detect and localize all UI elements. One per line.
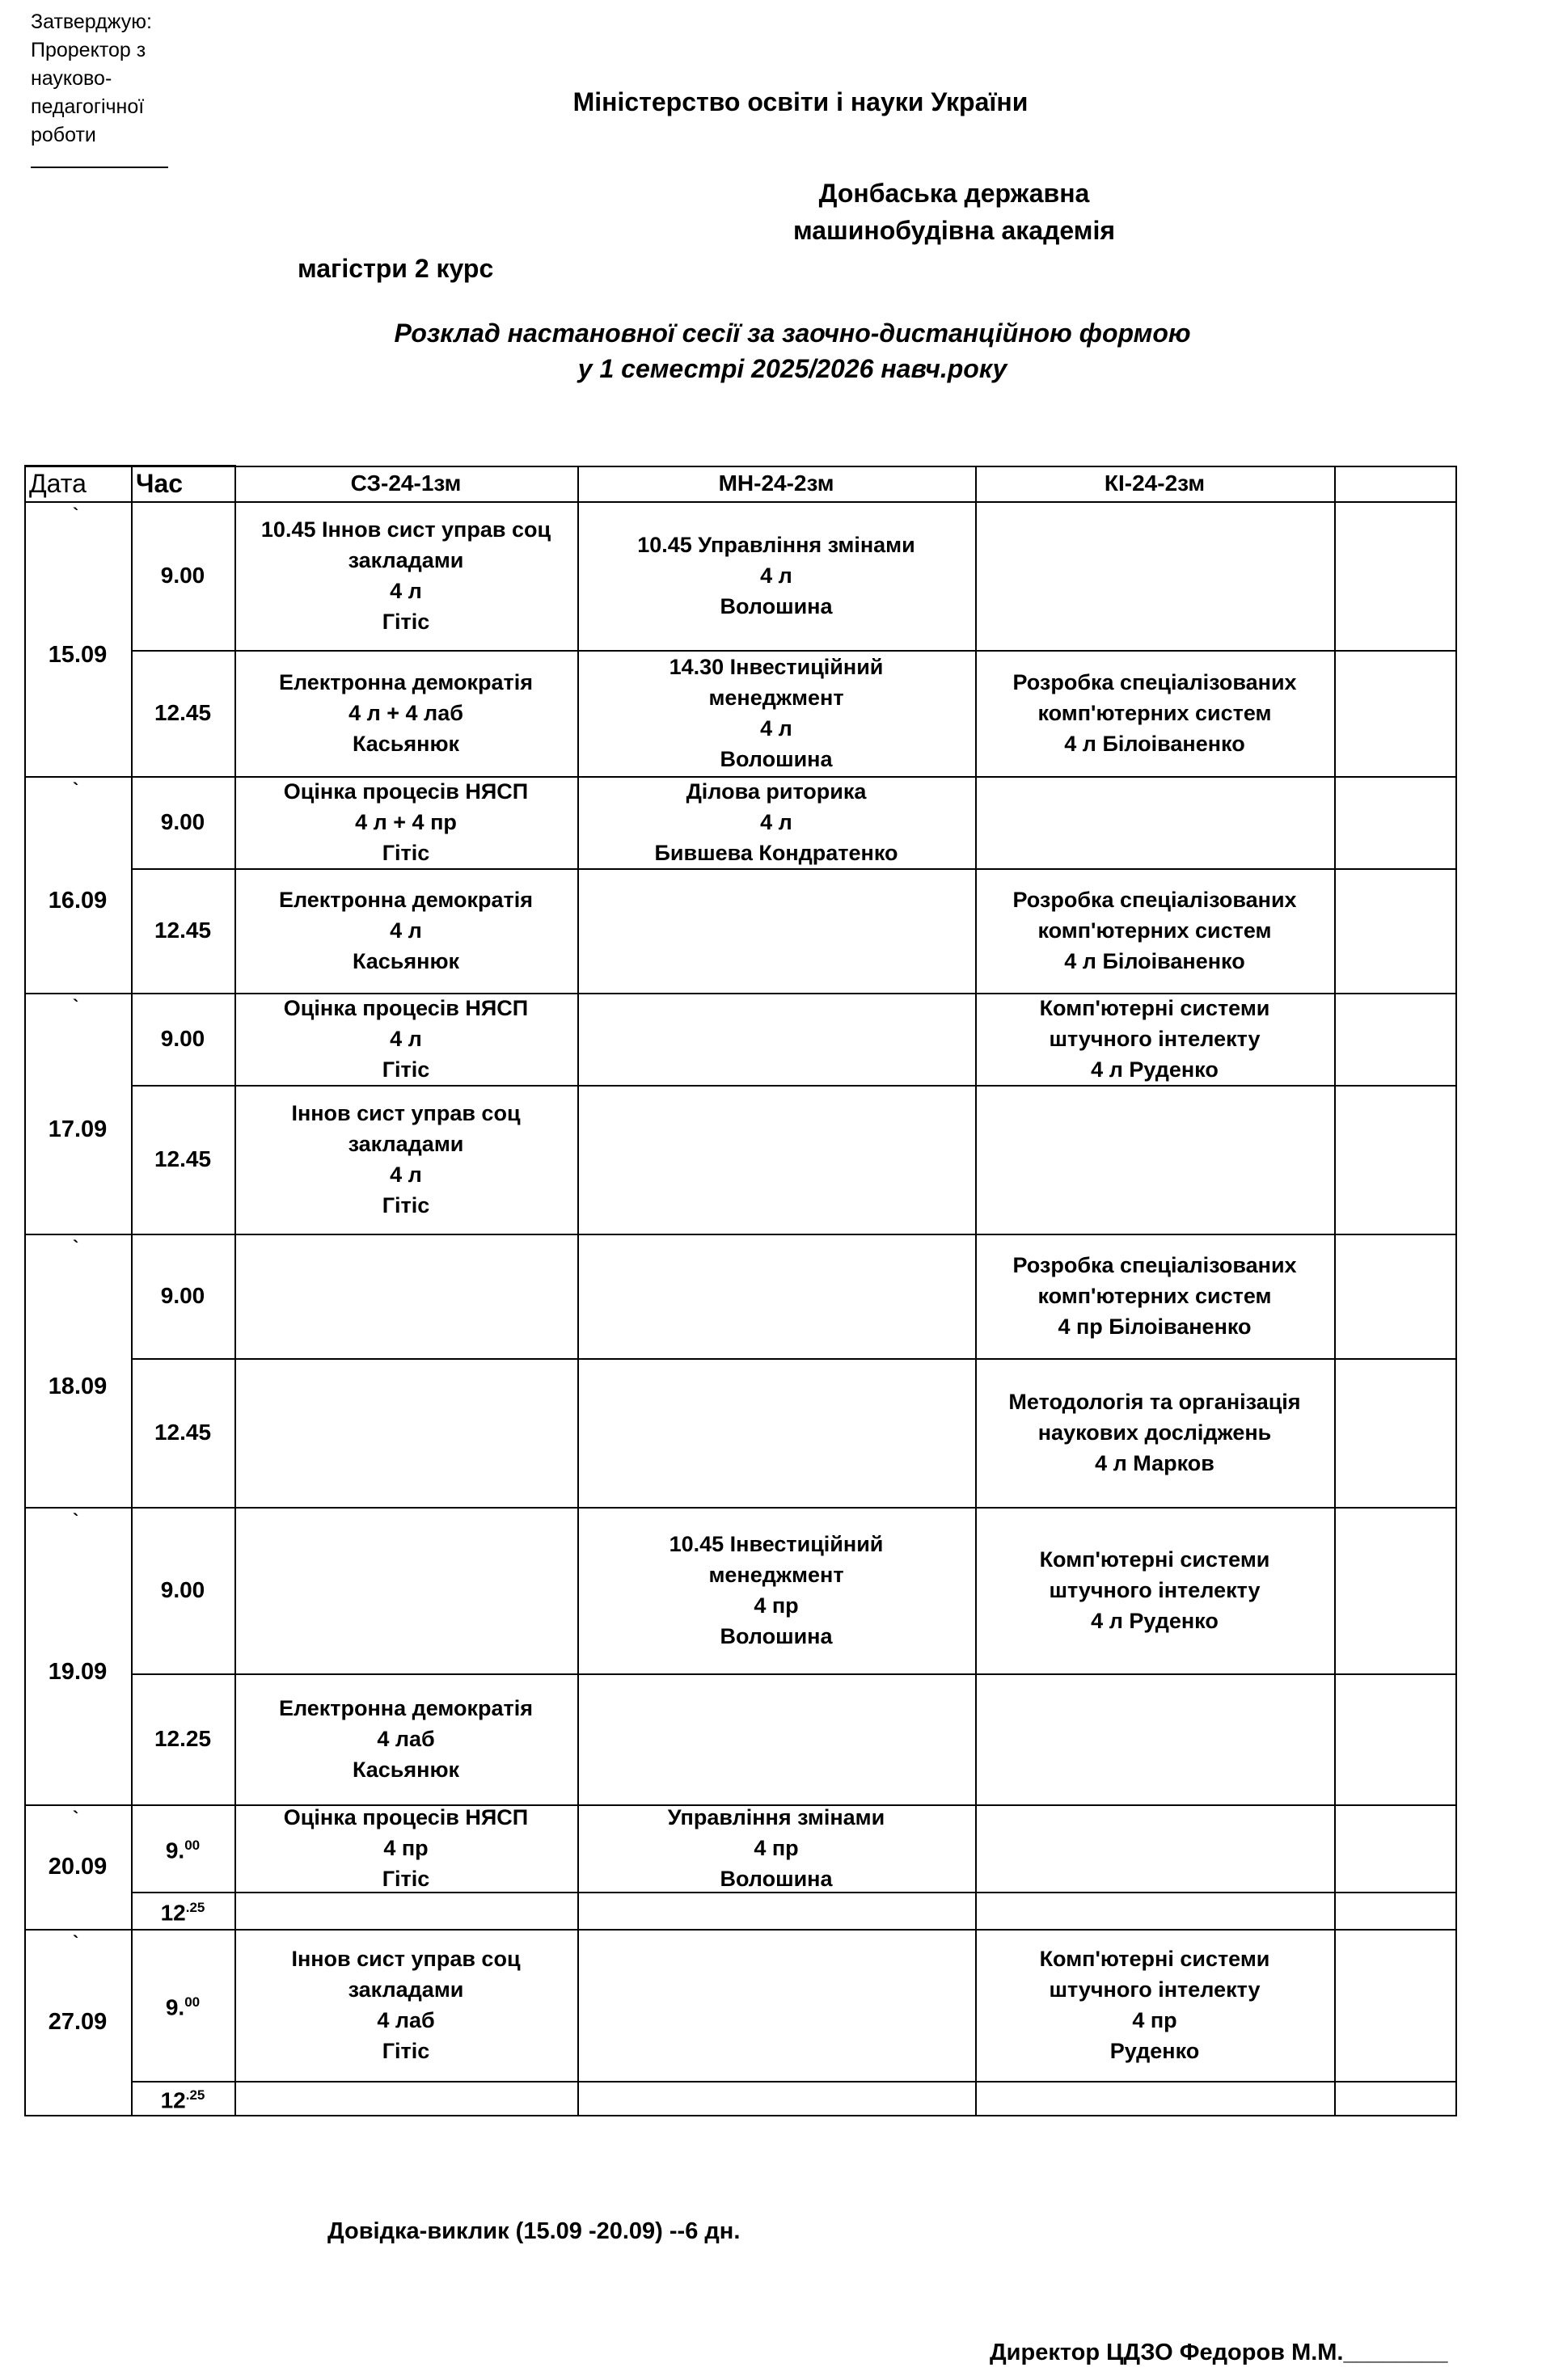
class-cell-sz: [234, 868, 577, 993]
time-cell: [131, 993, 234, 1085]
class-cell-ki: [975, 1673, 1334, 1804]
class-cell-mn: [577, 1804, 975, 1892]
class-cell-sz: [234, 1892, 577, 1929]
class-line: наукових досліджень: [1037, 1420, 1272, 1445]
class-cell-mn: [577, 776, 975, 868]
time-label: [161, 2080, 205, 2116]
class-line: 4 л: [760, 810, 792, 834]
class-cell-ki: [975, 650, 1334, 776]
time-main: 12: [160, 2087, 186, 2113]
class-cell-sz: [234, 776, 577, 868]
class-cell-mn: [577, 2081, 975, 2115]
class-line: Електронна демократія: [278, 1696, 534, 1720]
time-cell: [131, 1358, 234, 1507]
date-label: 18.09: [48, 1374, 108, 1399]
class-line: 4 пр: [383, 1836, 429, 1860]
class-cell-mn: [577, 1085, 975, 1234]
class-line: 4 лаб: [377, 2008, 435, 2032]
class-line: штучного інтелекту: [1049, 1578, 1261, 1602]
class-cell-ki: [975, 1804, 1334, 1892]
class-cell-ki: [975, 1507, 1334, 1673]
class-cell-ki: [975, 868, 1334, 993]
class-line: Ділова риторика: [686, 779, 867, 804]
reference-note: Довідка-виклик (15.09 -20.09) --6 дн.: [327, 2218, 741, 2244]
class-cell-sz: [234, 1358, 577, 1507]
class-line: Електронна демократія: [278, 670, 534, 694]
time-cell: [131, 868, 234, 993]
class-line: Гітіс: [382, 1867, 430, 1891]
class-line: Волошина: [720, 747, 833, 771]
header-date: [24, 466, 131, 501]
header-time-label: Час: [136, 469, 184, 498]
class-line: 14.30 Інвестиційний: [669, 655, 884, 679]
date-cell: [24, 501, 131, 776]
class-line: Гітіс: [382, 841, 430, 865]
class-line: Оцінка процесів НЯСП: [283, 1805, 529, 1829]
class-cell-mn: [577, 650, 975, 776]
date-label: 19.09: [48, 1659, 108, 1685]
time-label: 9.00: [160, 1577, 205, 1602]
class-line: Гітіс: [382, 1057, 430, 1082]
header-group-ki-label: КІ-24-2зм: [1104, 471, 1206, 496]
class-cell-ki: [975, 1234, 1334, 1358]
class-line: 4 пр: [754, 1593, 799, 1618]
time-main: 9.: [165, 1994, 185, 2020]
class-line: Оцінка процесів НЯСП: [283, 779, 529, 804]
tick-mark: `: [73, 779, 79, 800]
time-label: 12.45: [154, 1420, 212, 1445]
class-line: Іннов сист управ соц: [291, 1101, 521, 1125]
time-label: [166, 1830, 200, 1866]
class-line: 4 л + 4 лаб: [348, 701, 463, 725]
time-label: 9.00: [160, 1283, 205, 1308]
tick-mark: `: [73, 996, 79, 1016]
approval-block: [31, 8, 152, 150]
class-line: Оцінка процесів НЯСП: [283, 996, 529, 1020]
extra-cell: [1334, 1892, 1455, 1929]
header-group-mn-label: МН-24-2зм: [718, 471, 834, 496]
class-line: закладами: [348, 1132, 464, 1156]
extra-cell: [1334, 1929, 1455, 2081]
date-cell: [24, 1929, 131, 2115]
time-main: 12: [160, 1900, 186, 1926]
extra-cell: [1334, 1804, 1455, 1892]
class-cell-mn: [577, 1673, 975, 1804]
header-group-sz: [234, 466, 577, 501]
extra-cell: [1334, 1234, 1455, 1358]
header-group-mn: [577, 466, 975, 501]
class-line: Гітіс: [382, 1193, 430, 1217]
class-line: штучного інтелекту: [1049, 1027, 1261, 1051]
class-cell-ki: [975, 993, 1334, 1085]
extra-cell: [1334, 1507, 1455, 1673]
extra-cell: [1334, 650, 1455, 776]
time-cell: [131, 1892, 234, 1929]
class-cell-sz: [234, 1673, 577, 1804]
class-line: менеджмент: [708, 686, 844, 710]
extra-cell: [1334, 776, 1455, 868]
time-cell: [131, 1507, 234, 1673]
time-cell: [131, 501, 234, 650]
date-label: 20.09: [48, 1854, 108, 1880]
class-line: 4 л: [390, 579, 422, 603]
time-superscript: .25: [185, 2087, 205, 2103]
date-cell: [24, 993, 131, 1234]
class-line: 4 пр: [1132, 2008, 1177, 2032]
class-cell-mn: [577, 1358, 975, 1507]
time-cell: [131, 1085, 234, 1234]
header-group-sz-label: СЗ-24-1зм: [350, 471, 462, 496]
course-label: магістри 2 курс: [298, 254, 494, 283]
class-cell-sz: [234, 1929, 577, 2081]
class-line: закладами: [348, 548, 464, 572]
class-line: Касьянюк: [352, 949, 460, 973]
class-line: Електронна демократія: [278, 888, 534, 912]
schedule-title-line1: Розклад настановної сесії за заочно-дистанційною формою: [394, 319, 1191, 348]
class-line: 4 л: [760, 716, 792, 741]
class-line: Волошина: [720, 1867, 833, 1891]
class-line: Комп'ютерні системи: [1039, 996, 1270, 1020]
tick-mark: `: [73, 1932, 79, 1952]
extra-cell: [1334, 868, 1455, 993]
class-line: 10.45 Управління змінами: [637, 533, 915, 557]
time-label: 12.45: [154, 1146, 212, 1171]
time-cell: [131, 650, 234, 776]
approval-line: Затверджую:: [31, 11, 152, 33]
tick-mark: `: [73, 504, 79, 525]
date-label: 17.09: [48, 1116, 108, 1142]
extra-cell: [1334, 501, 1455, 650]
class-line: 4 л Білоіваненко: [1064, 949, 1245, 973]
class-line: Розробка спеціалізованих: [1012, 670, 1297, 694]
class-line: закладами: [348, 1977, 464, 2002]
header-extra: [1334, 466, 1455, 501]
class-line: Волошина: [720, 594, 833, 618]
extra-cell: [1334, 1358, 1455, 1507]
class-line: Гітіс: [382, 2039, 430, 2063]
academy-name-line1: Донбаська державна: [818, 179, 1090, 208]
date-cell: [24, 1234, 131, 1507]
time-cell: [131, 1234, 234, 1358]
class-cell-sz: [234, 1085, 577, 1234]
extra-cell: [1334, 993, 1455, 1085]
class-line: 4 л Руденко: [1091, 1609, 1219, 1633]
class-cell-ki: [975, 1929, 1334, 2081]
class-cell-ki: [975, 776, 1334, 868]
class-line: Управління змінами: [667, 1805, 885, 1829]
time-cell: [131, 2081, 234, 2115]
time-label: [166, 1987, 200, 2023]
academy-name-line2: машинобудівна академія: [792, 216, 1116, 245]
class-line: 10.45 Іннов сист управ соц: [260, 517, 551, 542]
time-cell: [131, 776, 234, 868]
class-cell-mn: [577, 868, 975, 993]
class-cell-mn: [577, 1234, 975, 1358]
class-line: Іннов сист управ соц: [291, 1947, 521, 1971]
time-label: 12.45: [154, 918, 212, 943]
class-line: Розробка спеціалізованих: [1012, 1253, 1297, 1277]
extra-cell: [1334, 2081, 1455, 2115]
schedule-title-line2: у 1 семестрі 2025/2026 навч.року: [577, 354, 1007, 383]
time-label: 9.00: [160, 563, 205, 588]
class-line: 4 лаб: [377, 1727, 435, 1751]
class-line: 10.45 Інвестиційний: [669, 1532, 884, 1556]
class-line: Бившева Кондратенко: [654, 841, 898, 865]
class-line: 4 л Білоіваненко: [1064, 732, 1245, 756]
time-superscript: 00: [184, 1837, 201, 1853]
time-main: 9.: [165, 1838, 185, 1863]
class-cell-mn: [577, 1507, 975, 1673]
class-line: Касьянюк: [352, 732, 460, 756]
date-cell: [24, 1507, 131, 1804]
time-label: 12.45: [154, 700, 212, 725]
approval-line: науково-: [31, 67, 112, 90]
class-line: 4 пр Білоіваненко: [1058, 1314, 1252, 1339]
class-line: Касьянюк: [352, 1758, 460, 1782]
class-line: штучного інтелекту: [1049, 1977, 1261, 2002]
class-cell-mn: [577, 1892, 975, 1929]
time-cell: [131, 1929, 234, 2081]
extra-cell: [1334, 1673, 1455, 1804]
class-line: 4 л: [390, 918, 422, 943]
class-line: Волошина: [720, 1624, 833, 1648]
director-signature: Директор ЦДЗО Федоров М.М.________: [990, 2340, 1448, 2365]
class-cell-sz: [234, 1507, 577, 1673]
class-cell-sz: [234, 2081, 577, 2115]
class-cell-mn: [577, 1929, 975, 2081]
approval-line: роботи: [31, 124, 96, 146]
class-line: 4 л: [760, 563, 792, 588]
class-line: 4 л: [390, 1027, 422, 1051]
class-line: Гітіс: [382, 610, 430, 634]
class-cell-sz: [234, 993, 577, 1085]
date-cell: [24, 776, 131, 993]
class-cell-ki: [975, 1085, 1334, 1234]
time-cell: [131, 1804, 234, 1892]
academy-name: [712, 175, 1197, 249]
class-line: 4 л + 4 пр: [355, 810, 457, 834]
class-cell-sz: [234, 650, 577, 776]
header-time: [131, 466, 234, 501]
extra-cell: [1334, 1085, 1455, 1234]
class-cell-sz: [234, 1804, 577, 1892]
class-line: Комп'ютерні системи: [1039, 1547, 1270, 1572]
class-line: комп'ютерних систем: [1037, 918, 1272, 943]
class-cell-ki: [975, 1892, 1334, 1929]
tick-mark: `: [73, 1237, 79, 1257]
class-line: 4 пр: [754, 1836, 799, 1860]
date-label: 27.09: [48, 2009, 108, 2035]
class-line: 4 л: [390, 1163, 422, 1187]
time-label: 9.00: [160, 1026, 205, 1051]
time-superscript: 00: [184, 1994, 201, 2010]
header-group-ki: [975, 466, 1334, 501]
class-line: Методологія та організація: [1008, 1390, 1301, 1414]
ministry-title: Міністерство освіти і науки України: [572, 87, 1029, 116]
header-date-label: Дата: [29, 469, 87, 498]
class-cell-ki: [975, 2081, 1334, 2115]
class-line: Комп'ютерні системи: [1039, 1947, 1270, 1971]
class-cell-sz: [234, 1234, 577, 1358]
tick-mark: `: [73, 1808, 79, 1828]
approval-line: Проректор з: [31, 39, 146, 61]
date-label: 15.09: [48, 642, 108, 668]
table-rule: [24, 2115, 1457, 2116]
class-cell-sz: [234, 501, 577, 650]
class-line: 4 л Марков: [1095, 1451, 1214, 1475]
class-cell-mn: [577, 501, 975, 650]
class-line: 4 л Руденко: [1091, 1057, 1219, 1082]
class-cell-mn: [577, 993, 975, 1085]
approval-line: педагогічної: [31, 95, 145, 118]
date-label: 16.09: [48, 888, 108, 914]
tick-mark: `: [73, 1510, 79, 1530]
time-label: 12.25: [154, 1726, 212, 1751]
class-line: Руденко: [1109, 2039, 1200, 2063]
class-line: менеджмент: [708, 1563, 844, 1587]
time-superscript: .25: [185, 1899, 205, 1915]
table-rule: [1455, 466, 1457, 2116]
time-label: 9.00: [160, 809, 205, 834]
time-cell: [131, 1673, 234, 1804]
signature-line: [31, 167, 168, 168]
class-line: комп'ютерних систем: [1037, 1284, 1272, 1308]
class-cell-ki: [975, 1358, 1334, 1507]
time-label: [161, 1893, 205, 1928]
class-line: Розробка спеціалізованих: [1012, 888, 1297, 912]
class-line: комп'ютерних систем: [1037, 701, 1272, 725]
class-cell-ki: [975, 501, 1334, 650]
